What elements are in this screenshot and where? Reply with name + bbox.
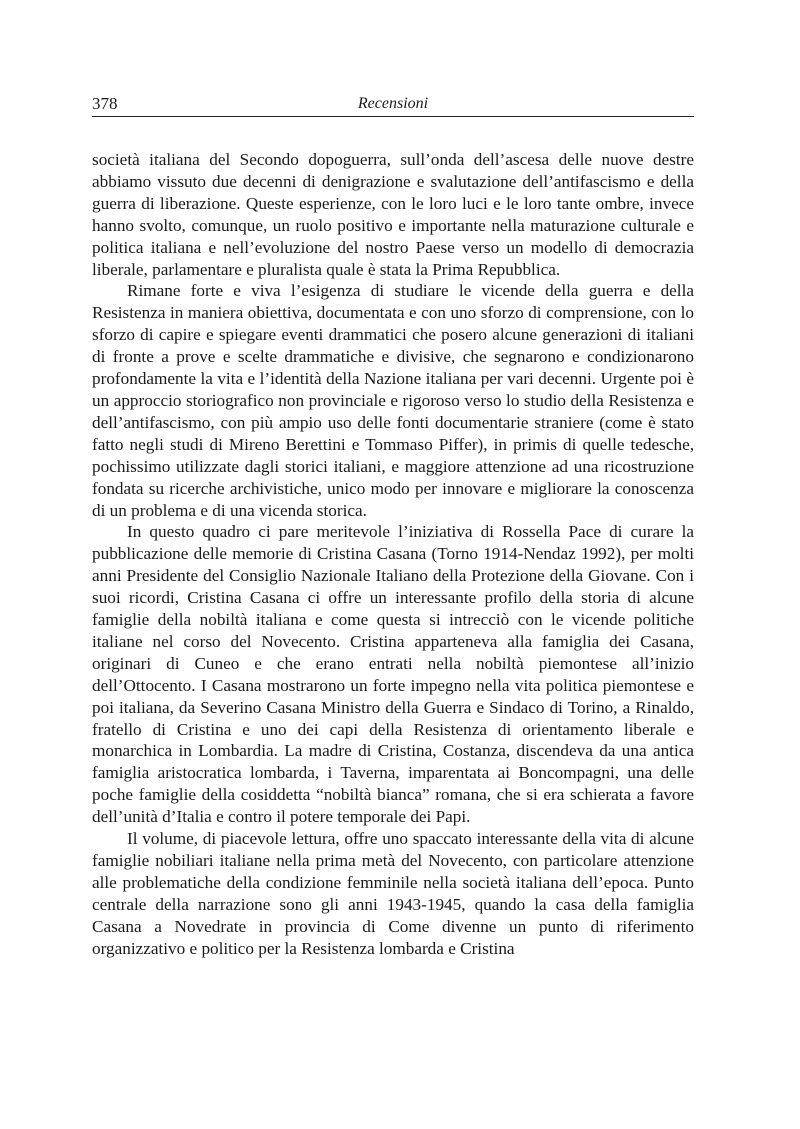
book-page [92,94,694,960]
paragraph: Il volume, di piacevole lettura, offre uno spaccato interessante della vita di alcune famiglie nobiliari italiane nella prima metà del Novecento, con particolare attenzione alle problematiche della condizione femminile nella società italiana dell’epoca. Punto centrale della narrazione sono gli anni 1943-1945, quando la casa della famiglia Casana a Novedrate in provincia di Come divenne un punto di riferimento organizzativo e politico per la Resistenza lombarda e Cristina [92,829,694,958]
body-text [92,149,694,960]
section-title: Recensioni [357,95,429,112]
page-number: 378 [92,94,118,113]
running-header [92,94,694,117]
paragraph: In questo quadro ci pare meritevole l’iniziativa di Rossella Pace di curare la pubblicazione delle memorie di Cristina Casana (Torno 1914-Nendaz 1992), per molti anni Presidente del Consiglio Nazionale Italiano della Protezione della Giovane. Con i suoi ricordi, Cristina Casana ci offre un interessante profilo della storia di alcune famiglie della nobiltà italiana e come questa si intrecciò con le vicende politiche italiane nel corso del Novecento. Cristina apparteneva alla famiglia dei Casana, originari di Cuneo e che erano entrati nella nobiltà piemontese all’inizio dell’Ottocento. I Casana mostrarono un forte impegno nella vita politica piemontese e poi italiana, da Severino Casana Ministro della Guerra e Sindaco di Torino, a Rinaldo, fratello di Cristina e uno dei capi della Resistenza di orientamento liberale e monarchica in Lombardia. La madre di Cristina, Costanza, discendeva da una antica famiglia aristocratica lombarda, i Taverna, imparentata ai Boncompagni, una delle poche famiglie della cosiddetta “nobiltà bianca” romana, che si era schierata a favore dell’unità d’Italia e contro il potere temporale dei Papi. [92,522,694,827]
paragraph-continuation: società italiana del Secondo dopoguerra, sull’onda dell’ascesa delle nuove destre abbiamo vissuto due decenni di denigrazione e svalutazione dell’antifascismo e della guerra di liberazione. Queste esperienze, con le loro luci e le loro tante ombre, invece hanno svolto, comunque, un ruolo positivo e importante nella maturazione culturale e politica italiana e nell’evoluzione del nostro Paese verso un modello di democrazia liberale, parlamentare e pluralista quale è stata la Prima Repubblica. [92,150,694,279]
paragraph: Rimane forte e viva l’esigenza di studiare le vicende della guerra e della Resistenza in maniera obiettiva, documentata e con uno sforzo di comprensione, con lo sforzo di capire e spiegare eventi drammatici che posero alcune generazioni di italiani di fronte a prove e scelte drammatiche e divisive, che segnarono e condizionarono profondamente la vita e l’identità della Nazione italiana per vari decenni. Urgente poi è un approccio storiografico non provinciale e rigoroso verso lo studio della Resistenza e dell’antifascismo, con più ampio uso delle fonti documentarie straniere (come è stato fatto negli studi di Mireno Berettini e Tommaso Piffer), in primis di quelle tedesche, pochissimo utilizzate dagli storici italiani, e maggiore attenzione ad una ricostruzione fondata su ricerche archivistiche, unico modo per innovare e migliorare la conoscenza di un problema e di una vicenda storica. [92,281,694,520]
